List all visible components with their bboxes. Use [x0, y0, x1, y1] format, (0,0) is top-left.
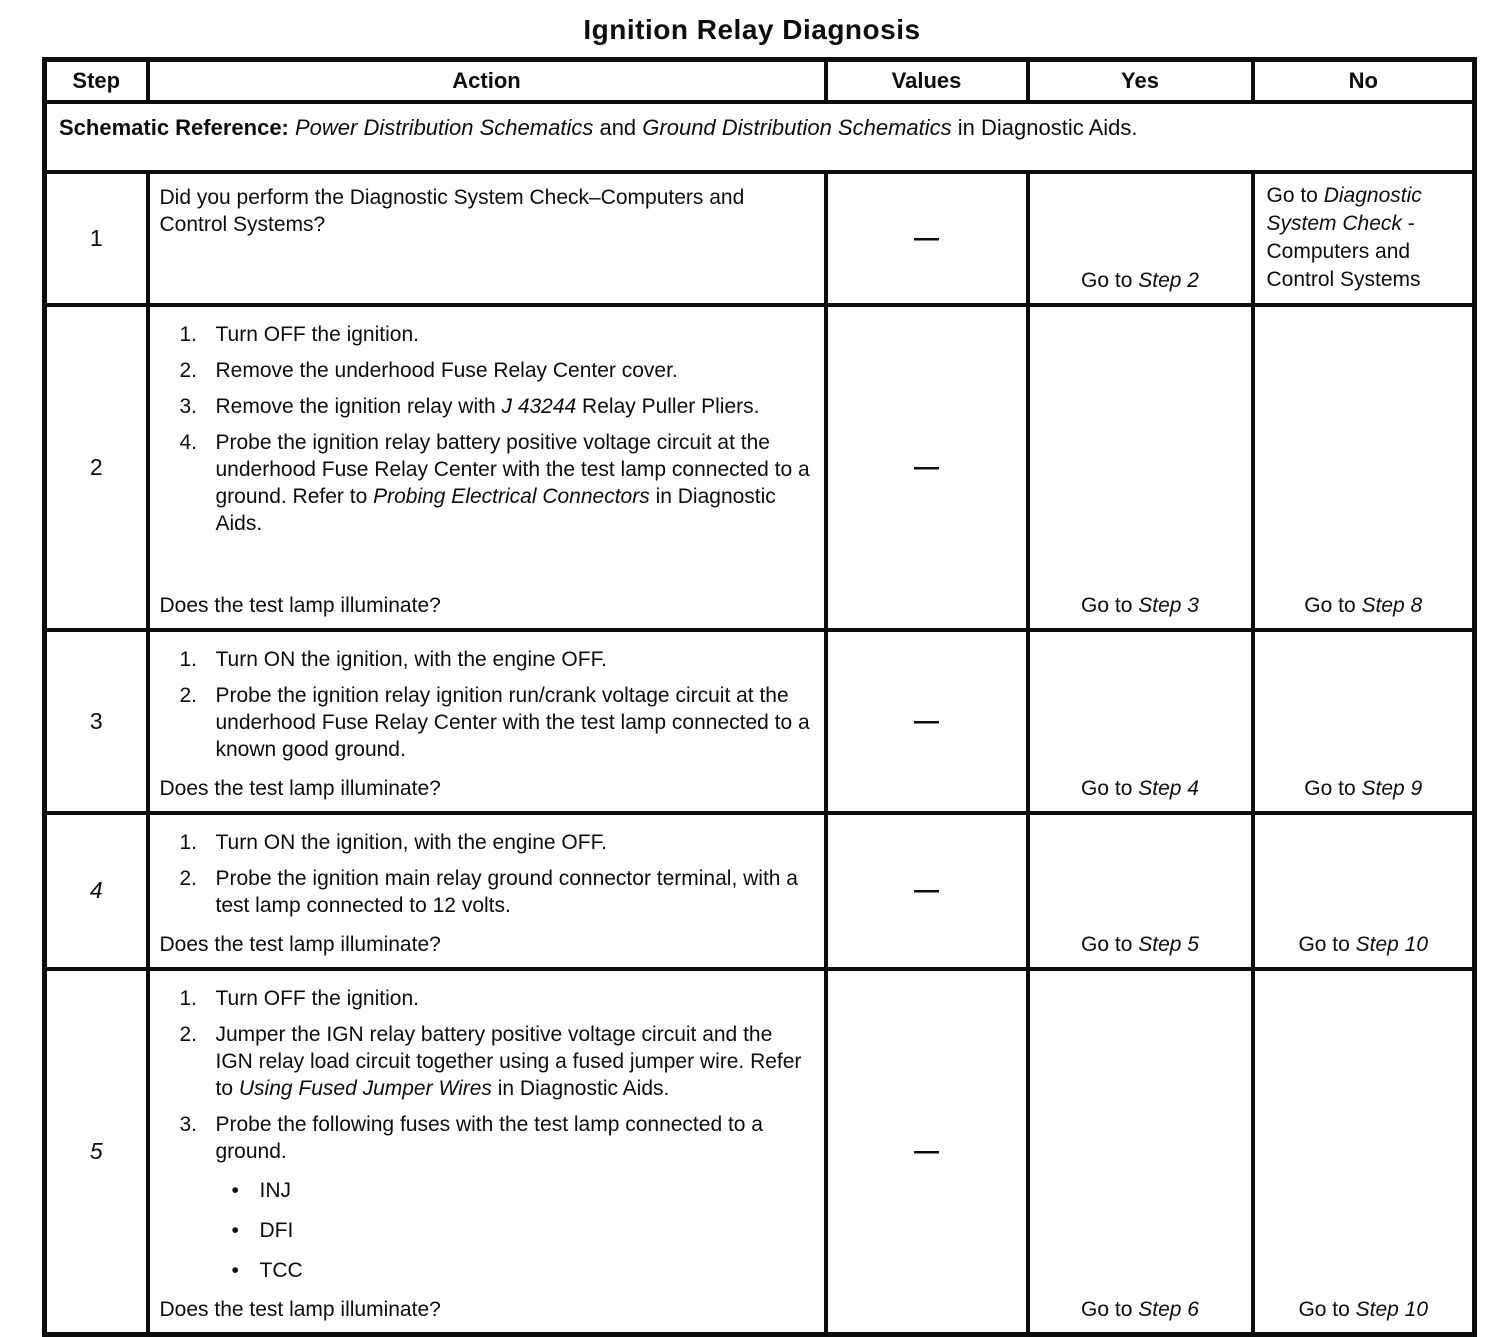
text-segment: in Diagnostic Aids.	[951, 114, 1138, 140]
step-item-text	[216, 865, 814, 919]
yes-cell	[1028, 305, 1253, 630]
bullet-label: INJ	[259, 1178, 291, 1202]
step-item-text	[216, 357, 814, 384]
values-cell: —	[826, 969, 1028, 1335]
table-row	[45, 969, 1475, 1335]
bullet-item	[232, 1257, 814, 1284]
schematic-reference-text	[59, 115, 1138, 140]
goto-text	[1304, 594, 1422, 617]
action-steps	[160, 821, 814, 919]
action-step-item	[180, 865, 814, 919]
action-steps	[160, 313, 814, 537]
goto-text	[1081, 1298, 1199, 1321]
values-cell: —	[826, 813, 1028, 969]
text-segment: Ground Distribution Schematics	[642, 114, 952, 140]
text-segment: Step 10	[1355, 932, 1429, 956]
step-item-text	[216, 985, 814, 1012]
text-segment: Turn OFF the ignition.	[215, 322, 419, 346]
no-cell	[1253, 969, 1475, 1335]
goto-text	[1081, 594, 1199, 617]
text-segment: Go to	[1304, 776, 1362, 800]
text-segment: Go to	[1298, 932, 1356, 956]
no-cell	[1253, 172, 1475, 305]
bullet-label: TCC	[259, 1258, 303, 1282]
goto-text	[1081, 933, 1199, 956]
text-segment: J 43244	[501, 394, 577, 418]
step-item-number: 1.	[179, 830, 198, 854]
table-row	[45, 813, 1475, 969]
text-segment: Probe the ignition main relay ground connector terminal, with a test lamp connected to 12 volts.	[215, 866, 798, 917]
action-steps	[160, 638, 814, 763]
action-step-item	[180, 429, 814, 537]
text-segment: Turn OFF the ignition.	[215, 986, 419, 1010]
action-cell	[148, 172, 826, 305]
goto-text	[1298, 933, 1428, 956]
text-segment: Step 8	[1361, 593, 1423, 617]
values-cell: —	[826, 172, 1028, 305]
schematic-reference-row	[45, 102, 1475, 172]
text-segment: Probe the following fuses with the test lamp connected to a ground.	[215, 1112, 763, 1163]
step-item-text	[216, 1111, 814, 1284]
text-segment: Go to	[1081, 932, 1139, 956]
column-header-yes: Yes	[1028, 60, 1253, 102]
table-row	[45, 305, 1475, 630]
text-segment: Probing Electrical Connectors	[373, 484, 650, 508]
step-item-text	[216, 393, 814, 420]
action-question: Did you perform the Diagnostic System Check–Computers and Control Systems?	[159, 185, 745, 236]
step-number: 1	[45, 172, 148, 305]
action-cell	[148, 630, 826, 813]
text-segment: Go to	[1081, 776, 1139, 800]
action-cell	[148, 969, 826, 1335]
action-question: Does the test lamp illuminate?	[159, 593, 441, 617]
text-segment: Remove the ignition relay with	[215, 394, 502, 418]
text-segment: Using Fused Jumper Wires	[238, 1076, 492, 1100]
column-header-no: No	[1253, 60, 1475, 102]
yes-cell	[1028, 172, 1253, 305]
step-item-number: 1.	[179, 322, 198, 346]
bullet-icon: •	[231, 1218, 239, 1242]
yes-cell	[1028, 630, 1253, 813]
text-segment: Diagnostic System Check	[1266, 183, 1422, 235]
goto-text	[1304, 777, 1422, 800]
text-segment: Turn ON the ignition, with the engine OFF.	[215, 647, 607, 671]
fuse-bullet-list	[216, 1177, 814, 1284]
text-segment: Go to	[1081, 593, 1139, 617]
action-step-item	[180, 985, 814, 1012]
bullet-item	[232, 1177, 814, 1204]
step-item-number: 1.	[179, 647, 198, 671]
text-segment: Go to	[1081, 268, 1139, 292]
bullet-icon: •	[231, 1178, 239, 1202]
step-item-text	[216, 829, 814, 856]
values-cell: —	[826, 305, 1028, 630]
table-header-row	[45, 60, 1475, 102]
no-cell	[1253, 813, 1475, 969]
step-item-text	[216, 429, 814, 537]
action-question: Does the test lamp illuminate?	[159, 1297, 441, 1321]
text-segment: Step 4	[1138, 776, 1199, 800]
step-item-number: 4.	[179, 430, 198, 454]
no-cell	[1253, 305, 1475, 630]
text-segment: Relay Puller Pliers.	[576, 394, 760, 418]
no-cell	[1253, 630, 1475, 813]
text-segment: and	[593, 114, 643, 140]
yes-cell	[1028, 813, 1253, 969]
action-step-item	[180, 321, 814, 348]
step-item-number: 3.	[179, 1112, 198, 1136]
step-item-number: 2.	[179, 358, 198, 382]
text-segment: in Diagnostic Aids.	[491, 1076, 670, 1100]
step-item-text	[216, 1021, 814, 1102]
action-steps	[160, 977, 814, 1284]
bullet-label: DFI	[259, 1218, 294, 1242]
text-segment: Remove the underhood Fuse Relay Center cover.	[215, 358, 678, 382]
text-segment: Probe the ignition relay battery positive voltage circuit at the underhood Fuse Relay Center with the test lamp connected to a ground. Refer to	[215, 430, 810, 508]
step-item-number: 3.	[179, 394, 198, 418]
diagnosis-table	[42, 57, 1477, 1337]
text-segment: Go to	[1266, 183, 1324, 207]
bullet-icon: •	[231, 1258, 239, 1282]
goto-text	[1081, 269, 1199, 292]
text-segment: Schematic Reference:	[59, 114, 295, 140]
step-item-number: 2.	[179, 683, 198, 707]
schematic-reference-cell	[45, 102, 1475, 172]
column-header-action: Action	[148, 60, 826, 102]
step-item-text	[216, 682, 814, 763]
step-item-number: 1.	[179, 986, 198, 1010]
action-cell	[148, 305, 826, 630]
text-segment: Step 10	[1355, 1297, 1429, 1321]
text-segment: in Diagnostic Aids.	[215, 484, 776, 535]
action-step-item	[180, 646, 814, 673]
text-segment: Power Distribution Schematics	[295, 114, 594, 140]
table-row	[45, 172, 1475, 305]
goto-text	[1298, 1298, 1428, 1321]
step-number: 4	[45, 813, 148, 969]
goto-text	[1267, 184, 1422, 291]
page-title: Ignition Relay Diagnosis	[583, 14, 921, 45]
text-segment: Step 9	[1361, 776, 1423, 800]
yes-cell	[1028, 969, 1253, 1335]
action-step-item	[180, 1111, 814, 1284]
text-segment: Jumper the IGN relay battery positive voltage circuit and the IGN relay load circuit together using a fused jumper wire. Refer to	[215, 1022, 802, 1100]
column-header-step: Step	[45, 60, 148, 102]
values-cell: —	[826, 630, 1028, 813]
step-item-text	[216, 321, 814, 348]
step-number: 2	[45, 305, 148, 630]
text-segment: Step 3	[1138, 593, 1199, 617]
text-segment: Turn ON the ignition, with the engine OFF.	[215, 830, 607, 854]
column-header-values: Values	[826, 60, 1028, 102]
text-segment: Probe the ignition relay ignition run/crank voltage circuit at the underhood Fuse Relay Center with the test lamp connected to a known good ground.	[215, 683, 810, 761]
step-item-text	[216, 646, 814, 673]
text-segment: Go to	[1304, 593, 1362, 617]
bullet-item	[232, 1217, 814, 1244]
text-segment: Step 5	[1138, 932, 1199, 956]
action-question: Does the test lamp illuminate?	[159, 776, 441, 800]
action-question: Does the test lamp illuminate?	[159, 932, 441, 956]
step-item-number: 2.	[179, 866, 198, 890]
text-segment: Go to	[1081, 1297, 1139, 1321]
text-segment: Step 6	[1138, 1297, 1199, 1321]
step-number: 5	[45, 969, 148, 1335]
text-segment: - Computers and Control Systems	[1266, 211, 1421, 291]
step-number: 3	[45, 630, 148, 813]
text-segment: Step 2	[1138, 268, 1199, 292]
text-segment: Go to	[1298, 1297, 1356, 1321]
action-step-item	[180, 829, 814, 856]
goto-text	[1081, 777, 1199, 800]
step-item-number: 2.	[179, 1022, 198, 1046]
action-cell	[148, 813, 826, 969]
table-row	[45, 630, 1475, 813]
action-step-item	[180, 1021, 814, 1102]
action-step-item	[180, 357, 814, 384]
action-step-item	[180, 682, 814, 763]
action-step-item	[180, 393, 814, 420]
